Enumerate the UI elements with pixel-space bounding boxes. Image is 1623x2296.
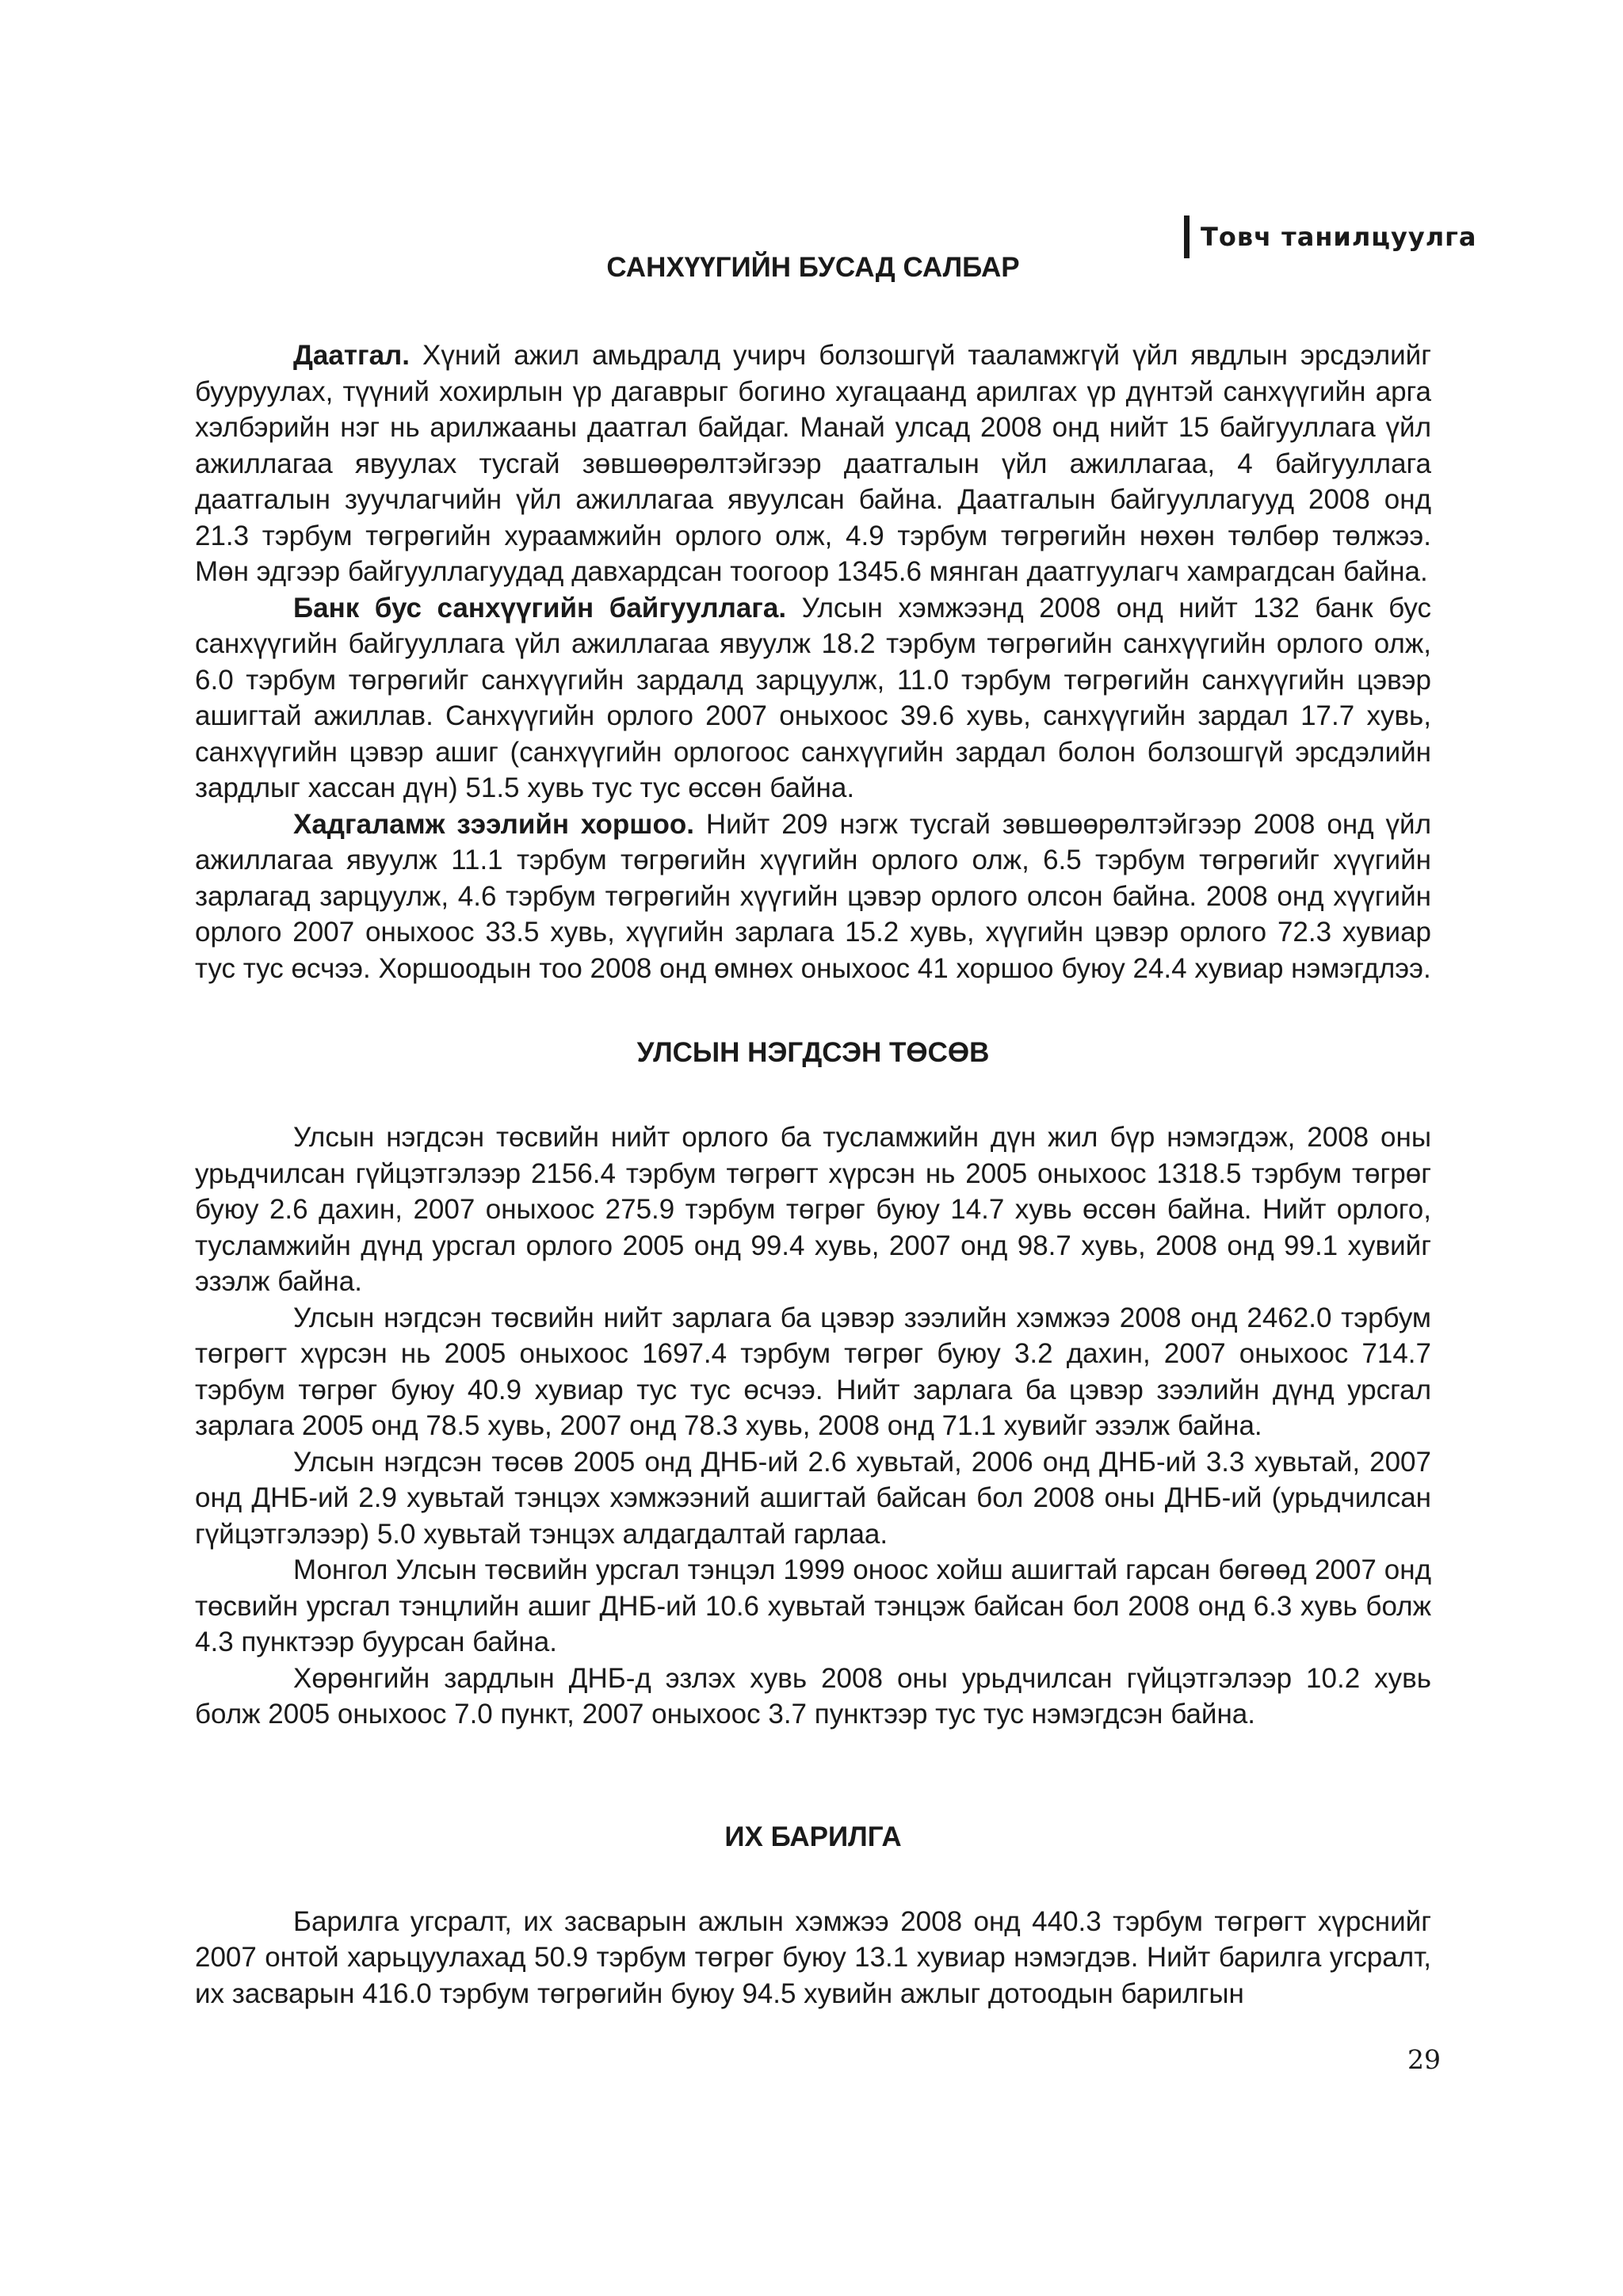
paragraph-text: Хүний ажил амьдралд учирч болзошгүй тааламжгүй үйл явдлын эрсдэлийг бууруулах, түүний хохирлын үр дагаврыг богино хугацаанд арилгах үр дүнтэй санхүүгийн арга хэлбэрийн нэг нь арилжааны даатгал байдаг. Манай улсад 2008 онд нийт 15 байгууллага үйл ажиллагаа явуулах тусгай зөвшөөрөлтэйгээр даатгалын үйл ажиллагаа, 4 байгууллага даатгалын зуучлагчийн үйл ажиллагаа явуулсан байна. Даатгалын байгууллагууд 2008 онд 21.3 тэрбум төгрөгийн хураамжийн орлого олж, 4.9 тэрбум төгрөгийн нөхөн төлбөр төлжээ. Мөн эдгээр байгууллагуудад давхардсан тоогоор 1345.6 мянган даатгуулагч хамрагдсан байна. — [195, 340, 1431, 587]
paragraph-budget-expenditure: Улсын нэгдсэн төсвийн нийт зарлага ба цэвэр зээлийн хэмжээ 2008 онд 2462.0 тэрбум төгрөгт хүрсэн нь 2005 оныхоос 1697.4 тэрбум төгрөг буюу 3.2 дахин, 2007 оныхоос 714.7 тэрбум төгрөг буюу 40.9 хувиар тус тус өсчээ. Нийт зарлага ба цэвэр зээлийн дүнд урсгал зарлага 2005 онд 78.5 хувь, 2007 онд 78.3 хувь, 2008 онд 71.1 хувийг эзэлж байна. — [195, 1302, 1431, 1441]
paragraph-budget-revenue: Улсын нэгдсэн төсвийн нийт орлого ба тусламжийн дүн жил бүр нэмэгдэж, 2008 оны урьдчилсан гүйцэтгэлээр 2156.4 тэрбум төгрөгт хүрсэн нь 2005 оныхоос 1318.5 тэрбум төгрөг буюу 2.6 дахин, 2007 оныхоос 275.9 тэрбум төгрөг буюу 14.7 хувь өссөн байна. Нийт орлого, тусламжийн дүнд урсгал орлого 2005 онд 99.4 хувь, 2007 онд 98.7 хувь, 2008 онд 99.1 хувийг эзэлж байна. — [195, 1122, 1431, 1297]
paragraph-lead: Даатгал. — [293, 340, 411, 371]
paragraph-nonbank — [195, 590, 1431, 807]
running-header: Товч танилцуулга — [1184, 215, 1476, 258]
page-number: 29 — [1407, 2044, 1441, 2075]
paragraph-insurance — [195, 338, 1431, 590]
paragraph-text: Улсын хэмжээнд 2008 онд нийт 132 банк бус санхүүгийн байгууллага үйл ажиллагаа явуулж 18.2 тэрбум төгрөгийн санхүүгийн орлого олж, 6.0 тэрбум төгрөгийг санхүүгийн зардалд зарцуулж, 11.0 тэрбум төгрөгийн санхүүгийн цэвэр ашигтай ажиллав. Санхүүгийн орлого 2007 оныхоос 39.6 хувь, санхүүгийн зардал 17.7 хувь, санхүүгийн цэвэр ашиг (санхүүгийн орлогоос санхүүгийн зардал болон болзошгүй эрсдэлийн зардлыг хассан дүн) 51.5 хувь тус тус өссөн байна. — [195, 592, 1431, 803]
paragraph-lead: Банк бус санхүүгийн байгууллага. — [293, 592, 787, 624]
paragraph-text: Нийт 209 нэгж тусгай зөвшөөрөлтэйгээр 2008 онд үйл ажиллагаа явуулж 11.1 тэрбум төгрөгийн хүүгийн орлого олж, 6.5 тэрбум төгрөгийг хүүгийн зарлагад зарцуулж, 4.6 тэрбум төгрөгийн хүүгийн цэвэр орлого олсон байна. 2008 онд хүүгийн орлого 2007 оныхоос 33.5 хувь, хүүгийн зарлага 15.2 хувь, хүүгийн цэвэр орлого 72.3 хувиар тус тус өсчээ. Хоршоодын тоо 2008 онд өмнөх оныхоос 41 хоршоо буюу 24.4 хувиар нэмэгдлээ. — [195, 808, 1431, 984]
section-title-state-budget: УЛСЫН НЭГДСЭН ТӨСӨВ — [636, 1037, 990, 1068]
paragraph-lead: Хадгаламж зээлийн хоршоо. — [293, 808, 694, 840]
paragraph-construction: Барилга угсралт, их засварын ажлын хэмжээ 2008 онд 440.3 тэрбум төгрөгт хүрснийг 2007 онтой харьцуулахад 50.9 тэрбум төгрөг буюу 13.1 хувиар нэмэгдэв. Нийт барилга угсралт, их засварын 416.0 тэрбум төгрөгийн буюу 94.5 хувийн ажлыг дотоодын барилгын — [195, 1905, 1431, 2009]
paragraph-capital-expenditure: Хөрөнгийн зардлын ДНБ-д эзлэх хувь 2008 оны урьдчилсан гүйцэтгэлээр 10.2 хувь болж 2005 оныхоос 7.0 пункт, 2007 оныхоос 3.7 пунктээр тус тус нэмэгдсэн байна. — [195, 1662, 1431, 1730]
section-title-construction: ИХ БАРИЛГА — [724, 1821, 902, 1852]
section-title-other-finance: САНХҮҮГИЙН БУСАД САЛБАР — [606, 252, 1020, 283]
paragraph-current-balance: Монгол Улсын төсвийн урсгал тэнцэл 1999 оноос хойш ашигтай гарсан бөгөөд 2007 онд төсвийн урсгал тэнцлийн ашиг ДНБ-ий 10.6 хувьтай тэнцэж байсан бол 2008 онд 6.3 хувь болж 4.3 пунктээр буурсан байна. — [195, 1554, 1431, 1657]
paragraph-budget-balance: Улсын нэгдсэн төсөв 2005 онд ДНБ-ий 2.6 хувьтай, 2006 онд ДНБ-ий 3.3 хувьтай, 2007 онд ДНБ-ий 2.9 хувьтай тэнцэх хэмжээний ашигтай байсан бол 2008 оны ДНБ-ий (урьдчилсан гүйцэтгэлээр) 5.0 хувьтай тэнцэх алдагдалтай гарлаа. — [195, 1446, 1431, 1550]
page-body — [195, 250, 1431, 2012]
paragraph-savings-coop — [195, 807, 1431, 987]
